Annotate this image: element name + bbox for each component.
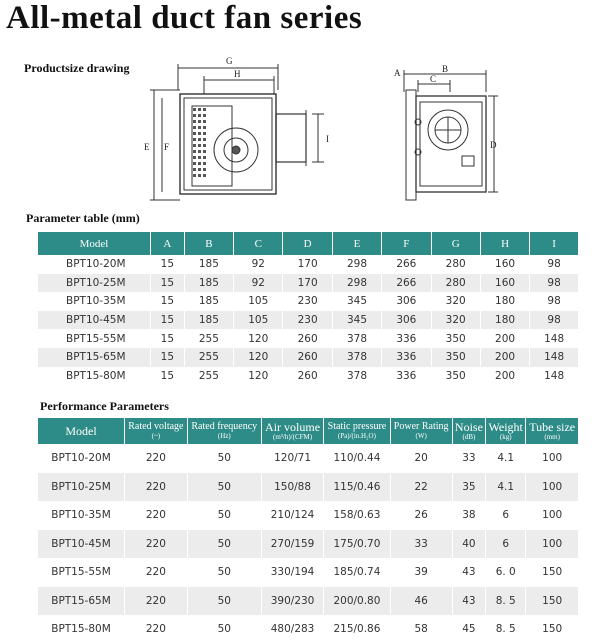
table-cell: 260 — [283, 348, 332, 367]
side-view-drawing — [140, 50, 360, 210]
table-cell: 26 — [390, 501, 452, 530]
perf-header-voltage — [125, 418, 188, 444]
parameter-table — [38, 232, 578, 385]
table-cell: 15 — [151, 311, 185, 330]
table-cell: 185 — [184, 255, 233, 274]
dim-label-g: G — [226, 56, 233, 66]
table-row — [38, 255, 578, 274]
table-cell: 378 — [332, 367, 381, 386]
param-header-h: H — [480, 232, 529, 255]
dim-label-i: I — [326, 134, 329, 144]
table-cell: 4.1 — [486, 444, 526, 473]
table-cell: BPT15-65M — [38, 587, 125, 616]
param-header-c: C — [234, 232, 283, 255]
perf-header-model — [38, 418, 125, 444]
table-row — [38, 587, 578, 616]
performance-table — [38, 418, 578, 644]
table-cell: 46 — [390, 587, 452, 616]
dim-label-c: C — [430, 74, 437, 84]
table-cell: 185 — [184, 274, 233, 293]
perf-header-label: Weight — [488, 420, 523, 435]
table-cell: 50 — [187, 473, 261, 502]
table-cell: BPT10-20M — [38, 444, 125, 473]
table-cell: 180 — [480, 292, 529, 311]
dim-label-f: F — [164, 142, 170, 152]
dim-label-a: A — [394, 68, 401, 78]
table-row — [38, 292, 578, 311]
table-cell: 170 — [283, 274, 332, 293]
table-cell: 110/0.44 — [324, 444, 390, 473]
table-cell: 220 — [125, 501, 188, 530]
table-cell: 120 — [234, 348, 283, 367]
table-cell: 298 — [332, 274, 381, 293]
table-cell: 6 — [486, 530, 526, 559]
table-cell: 15 — [151, 274, 185, 293]
table-cell: 185 — [184, 311, 233, 330]
table-cell: 320 — [431, 311, 480, 330]
table-cell: 185/0.74 — [324, 558, 390, 587]
table-cell: 160 — [480, 274, 529, 293]
table-cell: 15 — [151, 255, 185, 274]
table-cell: BPT10-20M — [38, 255, 151, 274]
table-cell: 92 — [234, 274, 283, 293]
param-header-i: I — [530, 232, 578, 255]
table-cell: 33 — [390, 530, 452, 559]
table-cell: 105 — [234, 292, 283, 311]
table-row — [38, 348, 578, 367]
perf-header-unit: (Pa)/(in.H₂O) — [337, 431, 376, 440]
table-cell: 480/283 — [261, 615, 323, 644]
table-cell: 20 — [390, 444, 452, 473]
perf-header-label: Tube size — [529, 420, 576, 435]
table-cell: 306 — [382, 292, 431, 311]
table-cell: BPT10-45M — [38, 311, 151, 330]
table-cell: 280 — [431, 274, 480, 293]
table-cell: 180 — [480, 311, 529, 330]
table-cell: 98 — [530, 311, 578, 330]
table-cell: 98 — [530, 255, 578, 274]
table-cell: 15 — [151, 292, 185, 311]
dim-label-b: B — [442, 64, 449, 74]
table-cell: 4.1 — [486, 473, 526, 502]
table-cell: BPT10-25M — [38, 274, 151, 293]
table-cell: 345 — [332, 311, 381, 330]
table-cell: 50 — [187, 558, 261, 587]
perf-header-label: Noise — [454, 420, 483, 435]
table-cell: 260 — [283, 367, 332, 386]
table-cell: 220 — [125, 444, 188, 473]
table-cell: 38 — [452, 501, 485, 530]
table-cell: BPT10-45M — [38, 530, 125, 559]
table-cell: 105 — [234, 311, 283, 330]
table-cell: 330/194 — [261, 558, 323, 587]
perf-header-static-pressure — [324, 418, 390, 444]
table-row — [38, 329, 578, 348]
table-cell: BPT10-35M — [38, 292, 151, 311]
perf-header-label: Air volume — [265, 420, 321, 435]
table-cell: 150 — [526, 558, 578, 587]
perf-header-air-volume — [261, 418, 323, 444]
table-cell: 150 — [526, 615, 578, 644]
table-cell: 230 — [283, 292, 332, 311]
perf-header-label: Static pressure — [327, 421, 387, 433]
perf-header-label: Rated frequency — [191, 421, 258, 433]
table-cell: BPT10-35M — [38, 501, 125, 530]
perf-header-frequency — [187, 418, 261, 444]
table-cell: 220 — [125, 587, 188, 616]
table-row — [38, 274, 578, 293]
table-cell: 150 — [526, 587, 578, 616]
perf-header-tube-size — [526, 418, 578, 444]
table-cell: 170 — [283, 255, 332, 274]
table-cell: 100 — [526, 444, 578, 473]
table-cell: 15 — [151, 367, 185, 386]
table-cell: 8. 5 — [486, 587, 526, 616]
table-cell: 220 — [125, 473, 188, 502]
table-row — [38, 311, 578, 330]
performance-table-title: Performance Parameters — [40, 399, 169, 413]
table-cell: BPT15-80M — [38, 367, 151, 386]
drawing-section-title: Productsize drawing — [24, 61, 130, 75]
table-cell: 378 — [332, 348, 381, 367]
table-row — [38, 501, 578, 530]
perf-header-unit: (mm) — [544, 432, 560, 441]
table-cell: 230 — [283, 311, 332, 330]
table-cell: 200 — [480, 367, 529, 386]
table-row — [38, 558, 578, 587]
table-cell: 200 — [480, 348, 529, 367]
table-cell: 158/0.63 — [324, 501, 390, 530]
table-row — [38, 530, 578, 559]
perf-header-unit: (kg) — [499, 432, 512, 441]
table-cell: 39 — [390, 558, 452, 587]
table-cell: 215/0.86 — [324, 615, 390, 644]
table-row — [38, 473, 578, 502]
perf-header-noise — [452, 418, 485, 444]
table-cell: 120 — [234, 329, 283, 348]
dim-label-h: H — [234, 69, 241, 79]
table-cell: 98 — [530, 292, 578, 311]
table-cell: BPT15-65M — [38, 348, 151, 367]
parameter-table-title: Parameter table (mm) — [26, 211, 140, 225]
param-header-model: Model — [38, 232, 151, 255]
table-cell: BPT15-55M — [38, 329, 151, 348]
table-cell: 6. 0 — [486, 558, 526, 587]
table-cell: 270/159 — [261, 530, 323, 559]
table-cell: 175/0.70 — [324, 530, 390, 559]
table-cell: 220 — [125, 615, 188, 644]
table-cell: 120 — [234, 367, 283, 386]
page-title: All-metal duct fan series — [6, 0, 363, 36]
table-row — [38, 444, 578, 473]
perf-header-label: Model — [65, 423, 97, 438]
param-header-a: A — [151, 232, 185, 255]
dim-label-d: D — [490, 140, 497, 150]
table-cell: 390/230 — [261, 587, 323, 616]
front-view-drawing — [390, 62, 500, 212]
table-cell: 350 — [431, 348, 480, 367]
table-cell: 200 — [480, 329, 529, 348]
table-cell: 120/71 — [261, 444, 323, 473]
table-cell: 50 — [187, 615, 261, 644]
table-cell: 298 — [332, 255, 381, 274]
table-cell: BPT10-25M — [38, 473, 125, 502]
table-cell: 255 — [184, 367, 233, 386]
table-cell: 160 — [480, 255, 529, 274]
perf-header-unit: (W) — [415, 431, 427, 440]
param-header-f: F — [382, 232, 431, 255]
table-row — [38, 615, 578, 644]
dim-label-e: E — [144, 142, 150, 152]
table-cell: 58 — [390, 615, 452, 644]
table-cell: 100 — [526, 530, 578, 559]
table-cell: BPT15-80M — [38, 615, 125, 644]
table-cell: 200/0.80 — [324, 587, 390, 616]
param-header-d: D — [283, 232, 332, 255]
table-cell: 50 — [187, 444, 261, 473]
perf-header-label: Rated voltage — [128, 421, 184, 433]
perf-header-unit: (m³/h)/(CFM) — [273, 432, 313, 441]
table-cell: 40 — [452, 530, 485, 559]
table-cell: 350 — [431, 367, 480, 386]
table-cell: 306 — [382, 311, 431, 330]
param-header-b: B — [184, 232, 233, 255]
perf-header-unit: (~) — [151, 431, 161, 440]
table-cell: 50 — [187, 501, 261, 530]
table-cell: 320 — [431, 292, 480, 311]
table-row — [38, 367, 578, 386]
table-cell: 210/124 — [261, 501, 323, 530]
table-cell: 350 — [431, 329, 480, 348]
table-cell: 8. 5 — [486, 615, 526, 644]
param-header-g: G — [431, 232, 480, 255]
table-cell: 92 — [234, 255, 283, 274]
table-cell: 43 — [452, 558, 485, 587]
table-cell: 45 — [452, 615, 485, 644]
table-cell: 255 — [184, 329, 233, 348]
perf-header-power — [390, 418, 452, 444]
table-cell: 378 — [332, 329, 381, 348]
table-cell: 266 — [382, 274, 431, 293]
table-cell: 148 — [530, 329, 578, 348]
table-cell: 98 — [530, 274, 578, 293]
table-cell: 260 — [283, 329, 332, 348]
table-cell: 336 — [382, 329, 431, 348]
perf-header-label: Power Rating — [393, 421, 449, 433]
table-cell: 345 — [332, 292, 381, 311]
performance-table-header-row — [38, 418, 578, 444]
table-cell: 336 — [382, 348, 431, 367]
table-cell: 50 — [187, 530, 261, 559]
table-cell: 35 — [452, 473, 485, 502]
table-cell: 15 — [151, 329, 185, 348]
table-cell: 266 — [382, 255, 431, 274]
table-cell: 115/0.46 — [324, 473, 390, 502]
param-header-e: E — [332, 232, 381, 255]
perf-header-unit: (dB) — [462, 432, 476, 441]
perf-header-unit: (Hz) — [217, 431, 231, 440]
table-cell: 33 — [452, 444, 485, 473]
table-cell: 15 — [151, 348, 185, 367]
table-cell: 185 — [184, 292, 233, 311]
table-cell: 336 — [382, 367, 431, 386]
table-cell: 43 — [452, 587, 485, 616]
table-cell: 255 — [184, 348, 233, 367]
perf-header-weight — [486, 418, 526, 444]
table-cell: 148 — [530, 348, 578, 367]
table-cell: 220 — [125, 530, 188, 559]
table-cell: 100 — [526, 501, 578, 530]
table-cell: BPT15-55M — [38, 558, 125, 587]
table-cell: 100 — [526, 473, 578, 502]
table-cell: 220 — [125, 558, 188, 587]
table-cell: 6 — [486, 501, 526, 530]
parameter-table-header-row — [38, 232, 578, 255]
table-cell: 22 — [390, 473, 452, 502]
table-cell: 150/88 — [261, 473, 323, 502]
table-cell: 148 — [530, 367, 578, 386]
table-cell: 50 — [187, 587, 261, 616]
table-cell: 280 — [431, 255, 480, 274]
